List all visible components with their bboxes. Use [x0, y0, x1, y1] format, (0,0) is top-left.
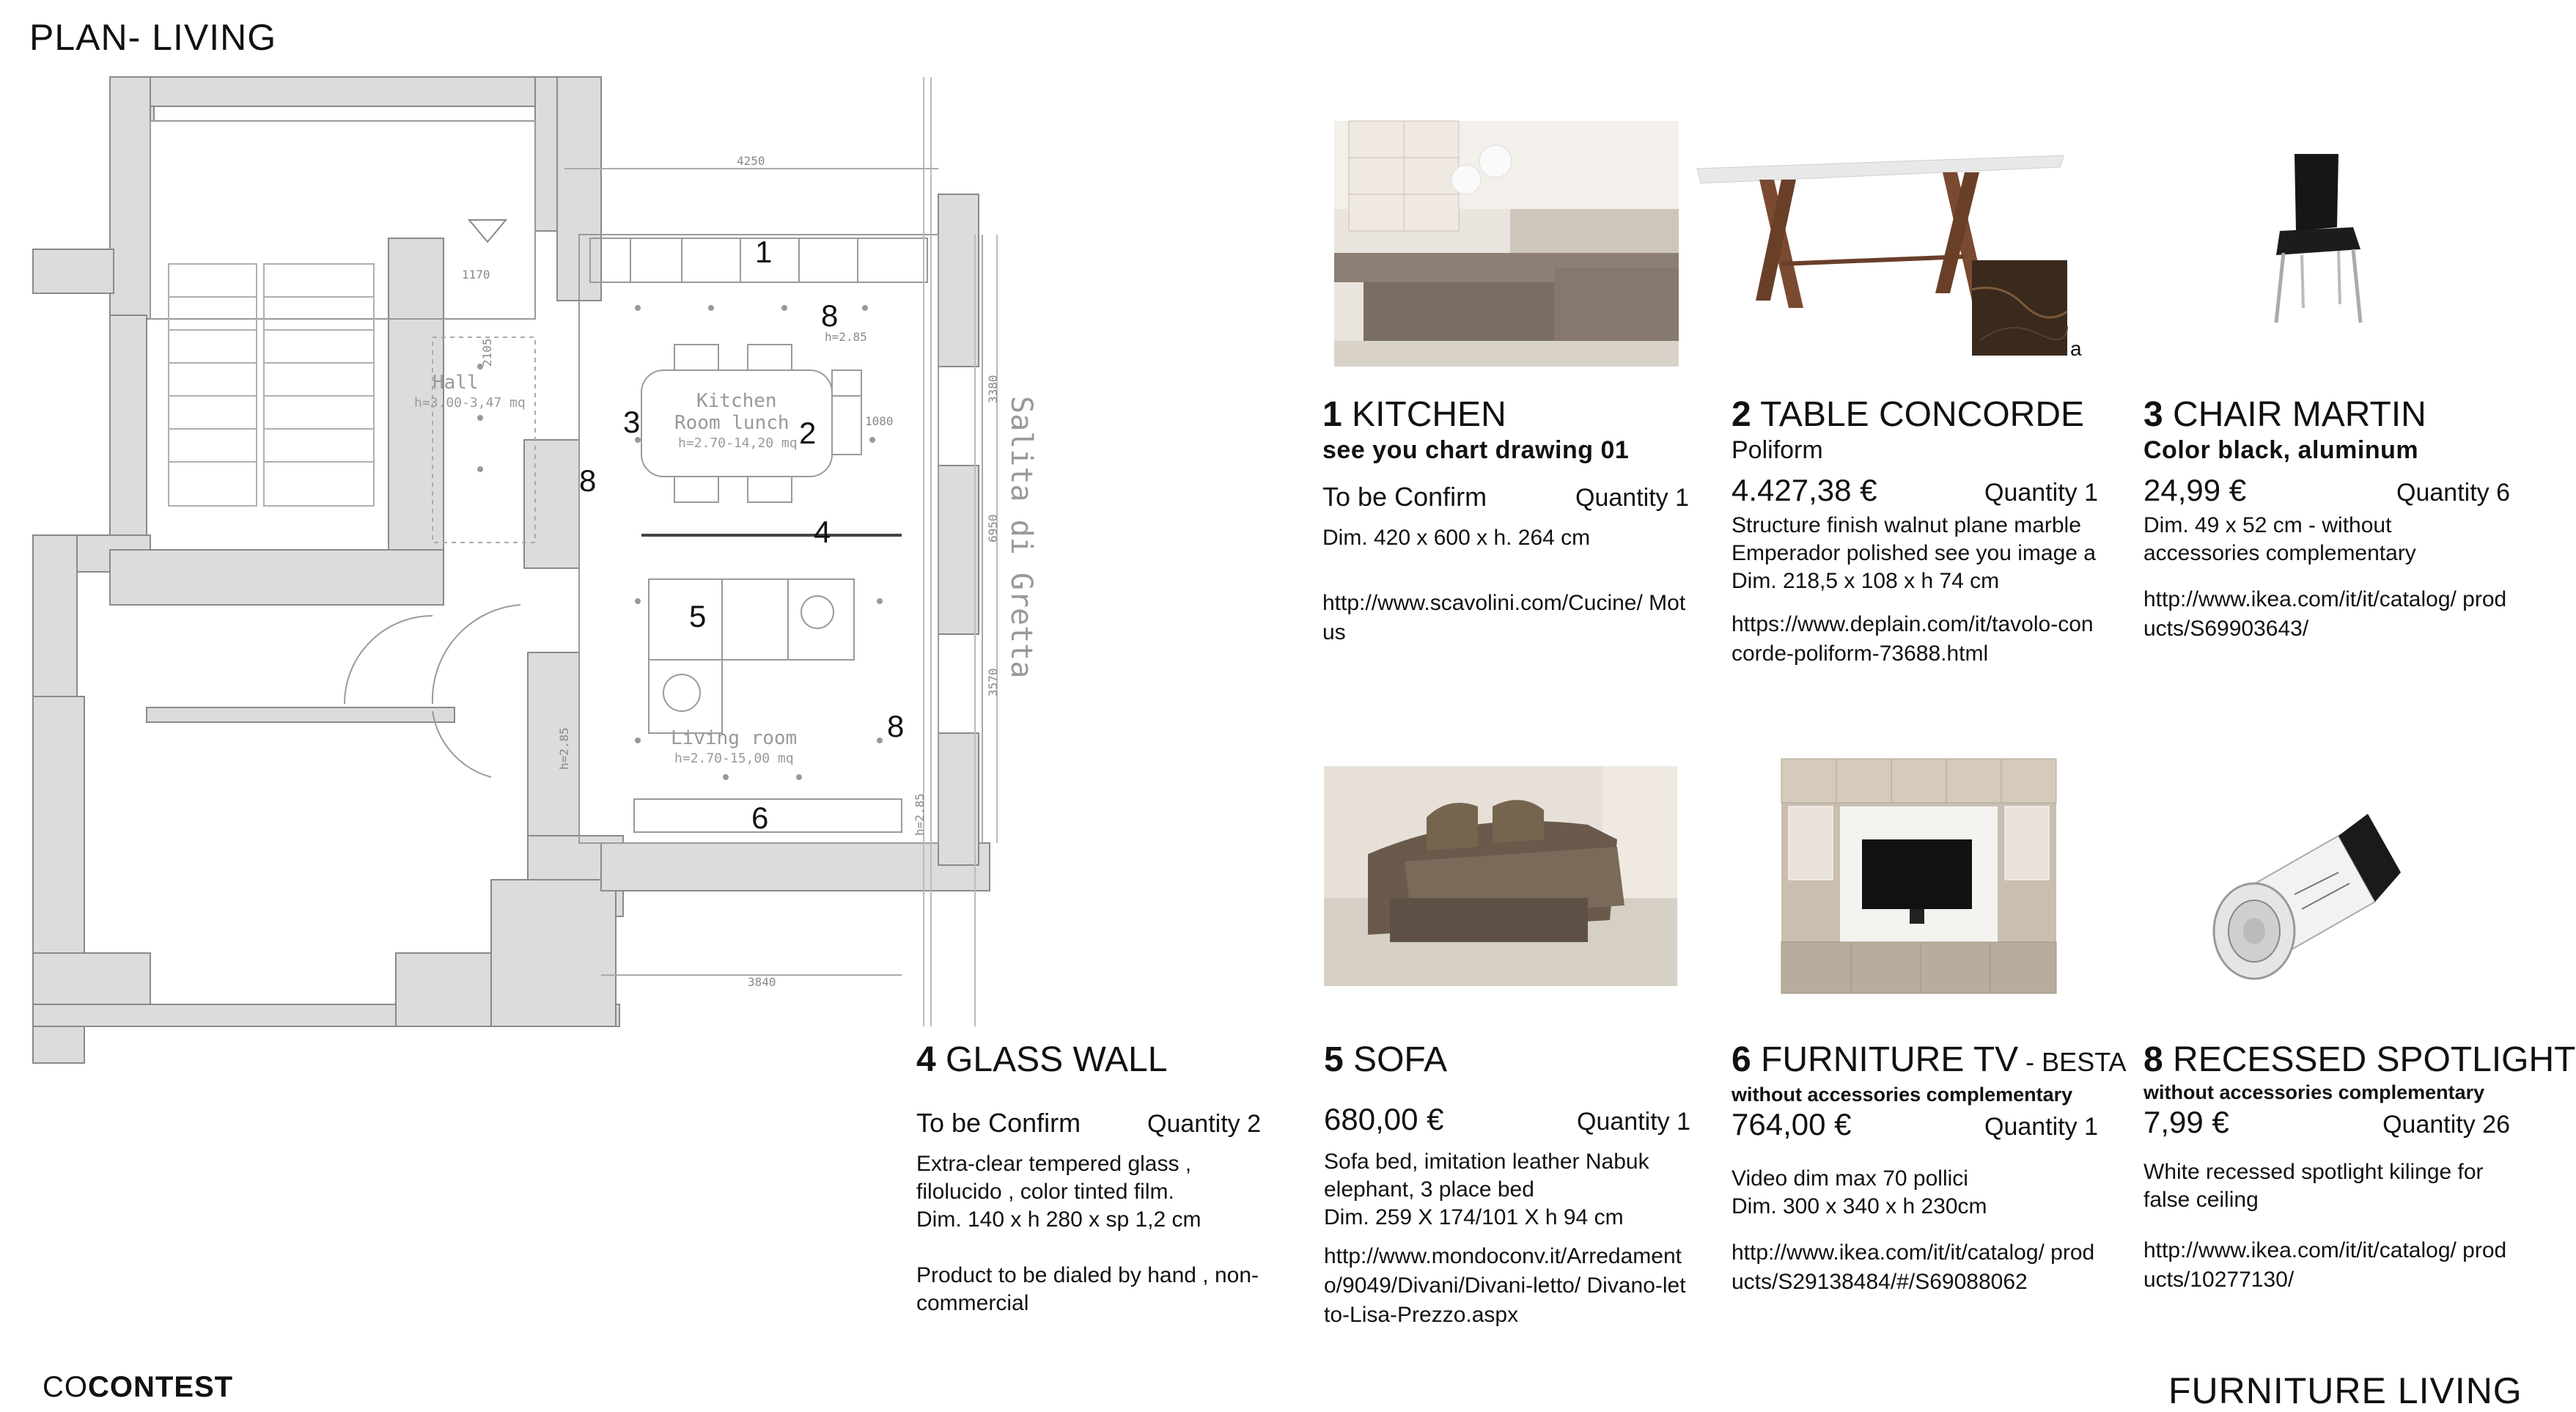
item-card-glass-wall	[916, 1040, 1261, 1317]
wall	[524, 440, 579, 568]
wall	[110, 550, 444, 605]
item-name: SOFA	[1353, 1040, 1448, 1079]
item-description: Video dim max 70 pollici	[1732, 1166, 1968, 1191]
brand-logo-part: CONTEST	[88, 1371, 234, 1403]
height-marker: h=2.85	[825, 330, 867, 344]
room-label-kitchen: Kitchen	[696, 390, 777, 412]
section-title: FURNITURE LIVING	[2168, 1370, 2522, 1411]
item-name: FURNITURE TV	[1761, 1040, 2019, 1079]
kitchen-photo	[1334, 121, 1679, 367]
sofa-photo	[1324, 766, 1677, 986]
item-quantity: Quantity 1	[1984, 1113, 2098, 1141]
dim-label: 1170	[462, 268, 490, 282]
wall	[33, 249, 114, 293]
chair-photo	[2251, 147, 2382, 330]
room-area-hall: h=3.00-3,47 mq	[414, 395, 526, 411]
plan-marker: 1	[755, 235, 773, 269]
dim-label: 1080	[865, 414, 894, 428]
item-heading	[1322, 394, 1689, 435]
dim-label: 3570	[986, 668, 1000, 696]
plan-marker: 6	[751, 801, 769, 835]
wall	[110, 315, 147, 572]
item-price: 764,00 €	[1732, 1107, 1852, 1141]
item-price: 680,00 €	[1324, 1102, 1444, 1136]
room-area-kitchen: h=2.70-14,20 mq	[678, 435, 798, 451]
item-card-chair	[2143, 394, 2510, 644]
item-description: Extra-clear tempered glass , filolucido , color tinted film.	[916, 1152, 1192, 1204]
item-price: 7,99 €	[2143, 1105, 2229, 1139]
item-link[interactable]: http://www.ikea.com/it/it/catalog/ products/S69903643/	[2143, 587, 2507, 641]
height-marker: h=2.85	[913, 793, 927, 836]
street-name: Salita di Gretta	[1004, 396, 1038, 679]
item-card-tv	[1732, 1040, 2127, 1297]
item-subtitle: Color black, aluminum	[2143, 436, 2419, 464]
item-name: KITCHEN	[1352, 395, 1506, 434]
item-dimensions: Dim. 140 x h 280 x sp 1,2 cm	[916, 1207, 1201, 1232]
room-label-living: Living room	[671, 727, 798, 749]
item-name: RECESSED SPOTLIGHT	[2173, 1040, 2576, 1079]
marble-swatch	[1972, 260, 2067, 356]
item-quantity: Quantity 2	[1147, 1110, 1261, 1138]
item-price: 24,99 €	[2143, 473, 2247, 507]
item-quantity: Quantity 1	[1575, 484, 1689, 512]
item-link[interactable]: http://www.ikea.com/it/it/catalog/ products/10277130/	[2143, 1238, 2507, 1292]
item-description: Sofa bed, imitation leather Nabuk elephant, 3 place bed	[1324, 1150, 1649, 1202]
item-dimensions: Dim. 259 X 174/101 X h 94 cm	[1324, 1205, 1624, 1229]
item-number: 2	[1732, 395, 1751, 434]
image-tag: a	[2070, 337, 2082, 360]
item-quantity: Quantity 1	[1577, 1108, 1690, 1136]
item-card-sofa	[1324, 1040, 1690, 1330]
item-number: 6	[1732, 1040, 1751, 1079]
item-description: Structure finish walnut plane marble Emperador polished see you image a	[1732, 513, 2096, 565]
room-label-kitchen-2: Room lunch	[674, 412, 790, 434]
room-label-hall: Hall	[433, 372, 479, 394]
item-card-table	[1732, 394, 2098, 669]
item-dimensions: Dim. 420 x 600 x h. 264 cm	[1322, 526, 1591, 550]
item-link[interactable]: http://www.scavolini.com/Cucine/ Motus	[1322, 591, 1686, 644]
wall	[110, 77, 150, 319]
item-dimensions: Dim. 300 x 340 x h 230cm	[1732, 1194, 1987, 1218]
plan-marker: 3	[623, 405, 641, 439]
item-price: 4.427,38 €	[1732, 473, 1877, 507]
item-name-suffix: - BESTA	[2018, 1047, 2127, 1077]
floor-plan	[22, 73, 1038, 1041]
item-link[interactable]: http://www.mondoconv.it/Arredamento/9049/Divani/Divani-letto/ Divano-letto-Lisa-Prezzo.aspx	[1324, 1244, 1686, 1327]
item-subtitle: without accessories complementary	[1732, 1084, 2073, 1106]
item-number: 4	[916, 1040, 936, 1079]
tv-unit-photo	[1781, 751, 2056, 1001]
room-area-living: h=2.70-15,00 mq	[674, 751, 794, 766]
item-confirm: To be Confirm	[1322, 482, 1487, 512]
item-heading	[1732, 394, 2098, 435]
wall	[147, 707, 455, 722]
item-heading	[2143, 394, 2510, 435]
wall	[110, 77, 594, 106]
dim-label: 2105	[480, 338, 494, 367]
item-quantity: Quantity 6	[2396, 479, 2510, 507]
height-marker: h=2.85	[557, 727, 571, 770]
page-title: PLAN- LIVING	[29, 17, 277, 58]
item-description: Dim. 49 x 52 cm - without accessories complementary	[2143, 513, 2416, 565]
item-description: White recessed spotlight kilinge for false ceiling	[2143, 1160, 2484, 1212]
dim-label: 4250	[737, 154, 765, 168]
plan-marker: 4	[814, 515, 831, 549]
plan-marker: 5	[689, 599, 707, 633]
sofa	[649, 579, 854, 660]
plan-marker: 8	[887, 709, 905, 743]
item-name: GLASS WALL	[946, 1040, 1168, 1079]
wall	[938, 466, 979, 634]
item-quantity: Quantity 26	[2382, 1111, 2510, 1139]
item-heading	[1324, 1040, 1690, 1081]
dim-label: 3840	[748, 975, 776, 989]
item-name: TABLE CONCORDE	[1760, 395, 2085, 434]
dim-label: 3380	[986, 375, 1000, 403]
spotlight-photo	[2192, 806, 2404, 997]
stairs	[169, 264, 374, 506]
plan-marker: 8	[821, 298, 839, 333]
item-number: 5	[1324, 1040, 1344, 1079]
plan-marker: 8	[579, 463, 597, 498]
brand-logo	[43, 1371, 233, 1404]
item-number: 3	[2143, 395, 2163, 434]
item-note: Product to be dialed by hand , non-commercial	[916, 1263, 1259, 1315]
item-card-kitchen	[1322, 394, 1689, 647]
item-heading	[1732, 1040, 2127, 1083]
item-subtitle: see you chart drawing 01	[1322, 436, 1630, 464]
item-link[interactable]: http://www.ikea.com/it/it/catalog/ products/S29138484/#/S69088062	[1732, 1240, 2095, 1294]
item-heading	[2143, 1040, 2576, 1081]
plan-marker: 2	[799, 416, 817, 450]
item-number: 8	[2143, 1040, 2163, 1079]
item-quantity: Quantity 1	[1984, 479, 2098, 507]
item-heading	[916, 1040, 1261, 1081]
item-link[interactable]: https://www.deplain.com/it/tavolo-concorde-poliform-73688.html	[1732, 612, 2094, 666]
wall	[938, 194, 979, 367]
wall	[491, 880, 616, 1026]
item-confirm: To be Confirm	[916, 1108, 1081, 1138]
item-card-spotlight	[2143, 1040, 2576, 1295]
wall	[938, 733, 979, 865]
dim-label: 6950	[986, 514, 1000, 543]
item-name: CHAIR MARTIN	[2173, 395, 2426, 434]
item-dimensions: Dim. 218,5 x 108 x h 74 cm	[1732, 569, 2000, 593]
item-subtitle: without accessories complementary	[2143, 1081, 2485, 1103]
item-number: 1	[1322, 395, 1342, 434]
brand-logo-part: CO	[43, 1371, 88, 1403]
item-brand: Poliform	[1732, 436, 1823, 464]
